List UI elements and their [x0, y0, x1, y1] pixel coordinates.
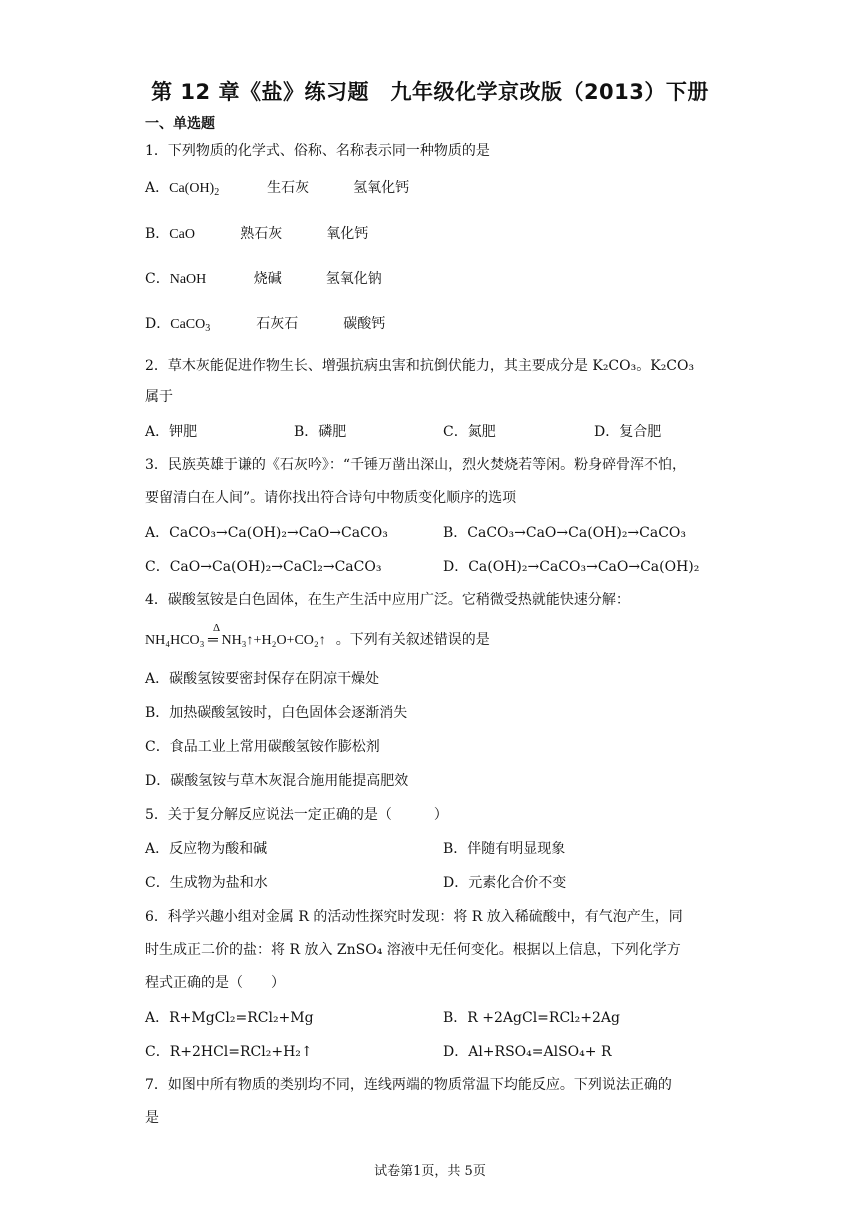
q4-equation: Δ NH₄HCO₃ ═ NH₃↑+H₂O+CO₂↑ [145, 631, 326, 651]
q3-option-d[interactable]: D．Ca(OH)₂→CaCO₃→CaO→Ca(OH)₂ [443, 559, 700, 575]
q6-stem-line3: 程式正确的是（ ） [145, 975, 285, 991]
q1-c-letter: C． [145, 271, 170, 287]
q1-stem: 1．下列物质的化学式、俗称、名称表示同一种物质的是 [145, 143, 490, 159]
q1-d-name: 碳酸钙 [343, 316, 386, 332]
q3-option-c[interactable]: C．CaO→Ca(OH)₂→CaCl₂→CaCO₃ [145, 559, 382, 575]
q3-option-a[interactable]: A．CaCO₃→Ca(OH)₂→CaO→CaCO₃ [145, 525, 388, 541]
q4-option-c[interactable]: C．食品工业上常用碳酸氢铵作膨松剂 [145, 739, 380, 755]
q1-b-common: 熟石灰 [240, 226, 283, 242]
q1-a-letter: A． [145, 180, 170, 196]
q2-option-b[interactable]: B．磷肥 [294, 424, 347, 440]
q4-equation-line [145, 622, 490, 651]
heat-delta-icon: Δ [213, 622, 221, 634]
q1-c-formula: NaOH [169, 272, 207, 287]
q3-stem-line2: 要留清白在人间”。请你找出符合诗句中物质变化顺序的选项 [145, 490, 517, 506]
q3-stem-line1: 3．民族英雄于谦的《石灰吟》：“千锤万凿出深山，烈火焚烧若等闲。粉身碎骨浑不怕， [145, 457, 687, 473]
page-footer: 试卷第1页，共 5页 [374, 1164, 486, 1179]
q6-option-d[interactable]: D．Al+RSO₄=AlSO₄+ R [443, 1044, 612, 1060]
q5-option-a[interactable]: A．反应物为酸和碱 [145, 841, 268, 857]
q1-d-letter: D． [145, 316, 171, 332]
page-title: 第 12 章《盐》练习题 九年级化学京改版（2013）下册 [151, 80, 709, 104]
q1-c-common: 烧碱 [253, 271, 282, 287]
q1-b-name: 氧化钙 [326, 226, 369, 242]
q6-option-c[interactable]: C．R+2HCl=RCl₂+H₂↑ [145, 1044, 313, 1060]
q4-stem-line1: 4．碳酸氢铵是白色固体，在生产生活中应用广泛。它稍微受热就能快速分解： [145, 592, 630, 608]
q1-option-a[interactable] [145, 178, 409, 199]
q1-b-letter: B． [145, 226, 170, 242]
q7-stem-line1: 7．如图中所有物质的类别均不同，连线两端的物质常温下均能反应。下列说法正确的 [145, 1077, 672, 1093]
q2-stem-line1: 2．草木灰能促进作物生长、增强抗病虫害和抗倒伏能力，其主要成分是 K₂CO₃。K₂CO₃ [145, 358, 695, 374]
q1-d-formula: CaCO$_3$ [170, 317, 211, 334]
q2-option-a[interactable]: A．钾肥 [145, 424, 198, 440]
q1-c-name: 氢氧化钠 [325, 271, 382, 287]
q2-option-c[interactable]: C．氮肥 [443, 424, 496, 440]
q4-option-b[interactable]: B．加热碳酸氢铵时，白色固体会逐渐消失 [145, 705, 408, 721]
q1-a-formula: $Ca(OH)_2$ [169, 181, 220, 198]
q5-option-d[interactable]: D．元素化合价不变 [443, 875, 567, 891]
q1-a-common: 生石灰 [267, 180, 310, 196]
q2-stem-line2: 属于 [145, 389, 173, 405]
q1-option-b[interactable] [145, 224, 368, 245]
q4-stem-tail: 。下列有关叙述错误的是 [335, 632, 490, 648]
q3-option-b[interactable]: B．CaCO₃→CaO→Ca(OH)₂→CaCO₃ [443, 525, 687, 541]
q1-a-name: 氢氧化钙 [353, 180, 410, 196]
q1-option-d[interactable] [145, 314, 385, 335]
q1-d-common: 石灰石 [256, 316, 299, 332]
q4-option-d[interactable]: D．碳酸氢铵与草木灰混合施用能提高肥效 [145, 773, 409, 789]
q6-stem-line2: 时生成正二价的盐：将 R 放入 ZnSO₄ 溶液中无任何变化。根据以上信息，下列化学方 [145, 942, 681, 958]
q5-option-b[interactable]: B．伴随有明显现象 [443, 841, 566, 857]
q6-option-a[interactable]: A．R+MgCl₂=RCl₂+Mg [145, 1010, 314, 1026]
q2-option-d[interactable]: D．复合肥 [594, 424, 662, 440]
q5-stem: 5．关于复分解反应说法一定正确的是（ ） [145, 807, 448, 823]
q4-option-a[interactable]: A．碳酸氢铵要密封保存在阴凉干燥处 [145, 671, 380, 687]
q5-option-c[interactable]: C．生成物为盐和水 [145, 875, 268, 891]
section-heading: 一、单选题 [145, 116, 215, 132]
q1-b-formula: CaO [169, 227, 195, 242]
q7-stem-line2: 是 [145, 1110, 159, 1126]
q6-stem-line1: 6．科学兴趣小组对金属 R 的活动性探究时发现：将 R 放入稀硫酸中，有气泡产生，同 [145, 909, 683, 925]
q6-option-b[interactable]: B．R +2AgCl=RCl₂+2Ag [443, 1010, 620, 1026]
q1-option-c[interactable] [145, 269, 382, 290]
